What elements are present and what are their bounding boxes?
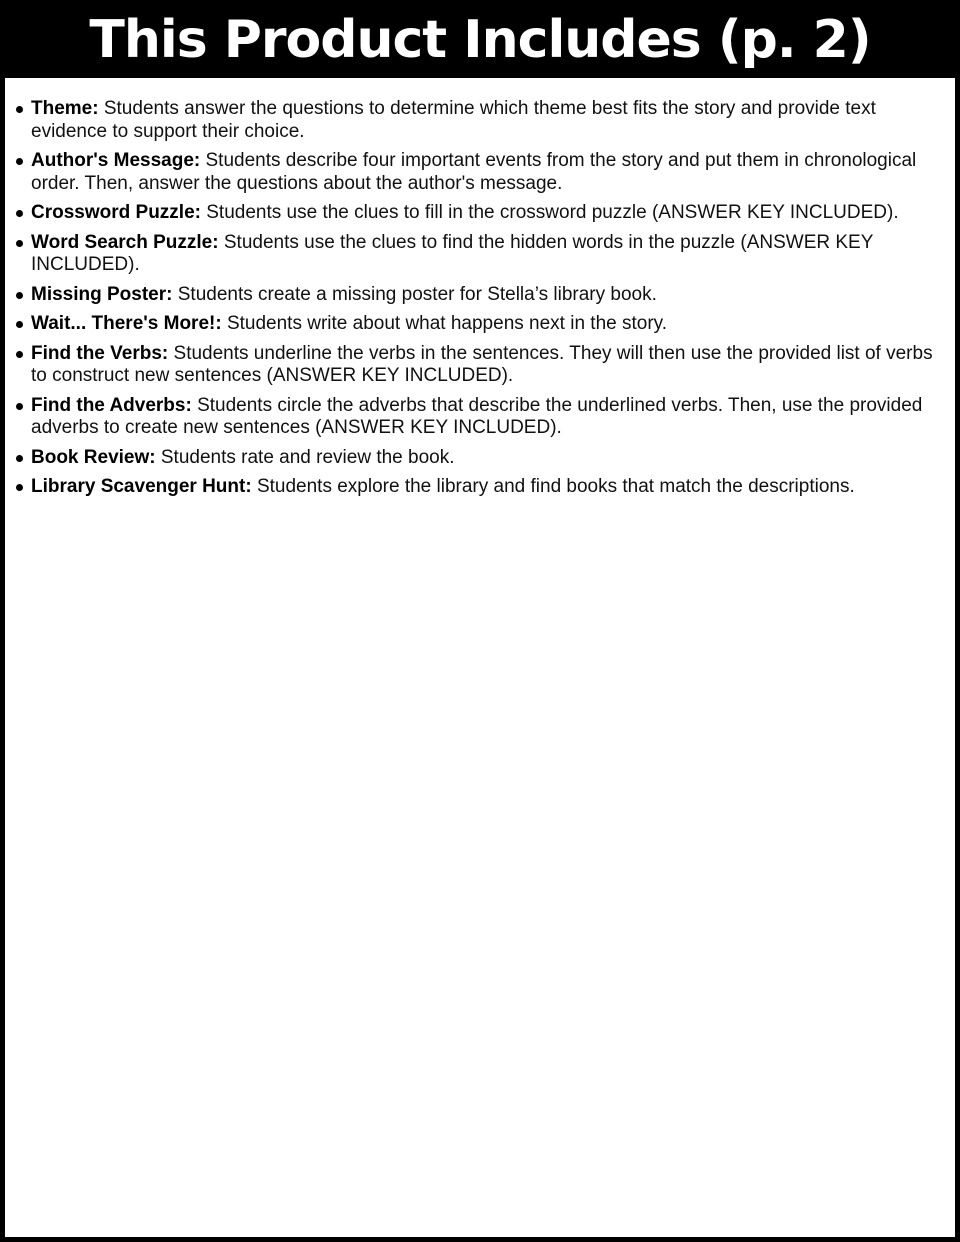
item-description: Students rate and review the book.	[155, 446, 455, 468]
header-banner	[5, 0, 955, 78]
list-item	[13, 202, 941, 225]
bullet-icon	[16, 106, 23, 113]
list-item	[13, 98, 941, 143]
item-title: Library Scavenger Hunt:	[31, 476, 252, 497]
list-item	[13, 343, 941, 388]
list-item	[13, 476, 941, 499]
content-panel	[5, 78, 955, 1237]
item-description: Students describe four important events from the story and put them in chronological order. Then, answer the questions about the author's message.	[31, 150, 917, 194]
item-title: Book Review:	[31, 446, 156, 468]
item-title: Author's Message:	[31, 150, 201, 171]
item-title: Find the Adverbs:	[31, 394, 192, 416]
bullet-icon	[16, 240, 23, 247]
item-title: Wait... There's More!:	[31, 313, 222, 334]
item-title: Find the Verbs:	[31, 342, 169, 364]
bullet-icon	[16, 158, 23, 165]
list-item	[13, 232, 941, 277]
bullet-icon	[16, 292, 23, 299]
list-item	[13, 447, 941, 470]
item-title: Missing Poster:	[31, 283, 173, 305]
list-item	[13, 150, 941, 195]
item-title: Theme:	[31, 98, 99, 119]
item-description: Students use the clues to fill in the crossword puzzle (ANSWER KEY INCLUDED).	[200, 202, 899, 223]
item-description: Students explore the library and find books that match the descriptions.	[251, 476, 855, 497]
item-description: Students use the clues to find the hidden words in the puzzle (ANSWER KEY INCLUDED).	[31, 231, 874, 275]
bullet-icon	[16, 210, 23, 217]
product-includes-list	[13, 98, 941, 499]
item-description: Students write about what happens next in the story.	[221, 313, 668, 334]
bullet-icon	[16, 351, 23, 358]
bullet-icon	[16, 455, 23, 462]
bullet-icon	[16, 403, 23, 410]
item-description: Students create a missing poster for Stella’s library book.	[172, 283, 657, 305]
item-description: Students answer the questions to determine which theme best fits the story and provide text evidence to support their choice.	[31, 98, 876, 142]
item-title: Crossword Puzzle:	[31, 202, 201, 223]
item-title: Word Search Puzzle:	[31, 231, 219, 253]
page-title: This Product Includes (p. 2)	[89, 10, 871, 70]
list-item	[13, 395, 941, 440]
bullet-icon	[16, 484, 23, 491]
item-description: Students circle the adverbs that describe the underlined verbs. Then, use the provided adverbs to create new sentences (ANSWER KEY INCLUDED).	[31, 394, 923, 438]
list-item	[13, 284, 941, 307]
list-item	[13, 313, 941, 336]
bullet-icon	[16, 321, 23, 328]
item-description: Students underline the verbs in the sentences. They will then use the provided list of verbs to construct new sentences (ANSWER KEY INCLUDED).	[31, 342, 933, 386]
